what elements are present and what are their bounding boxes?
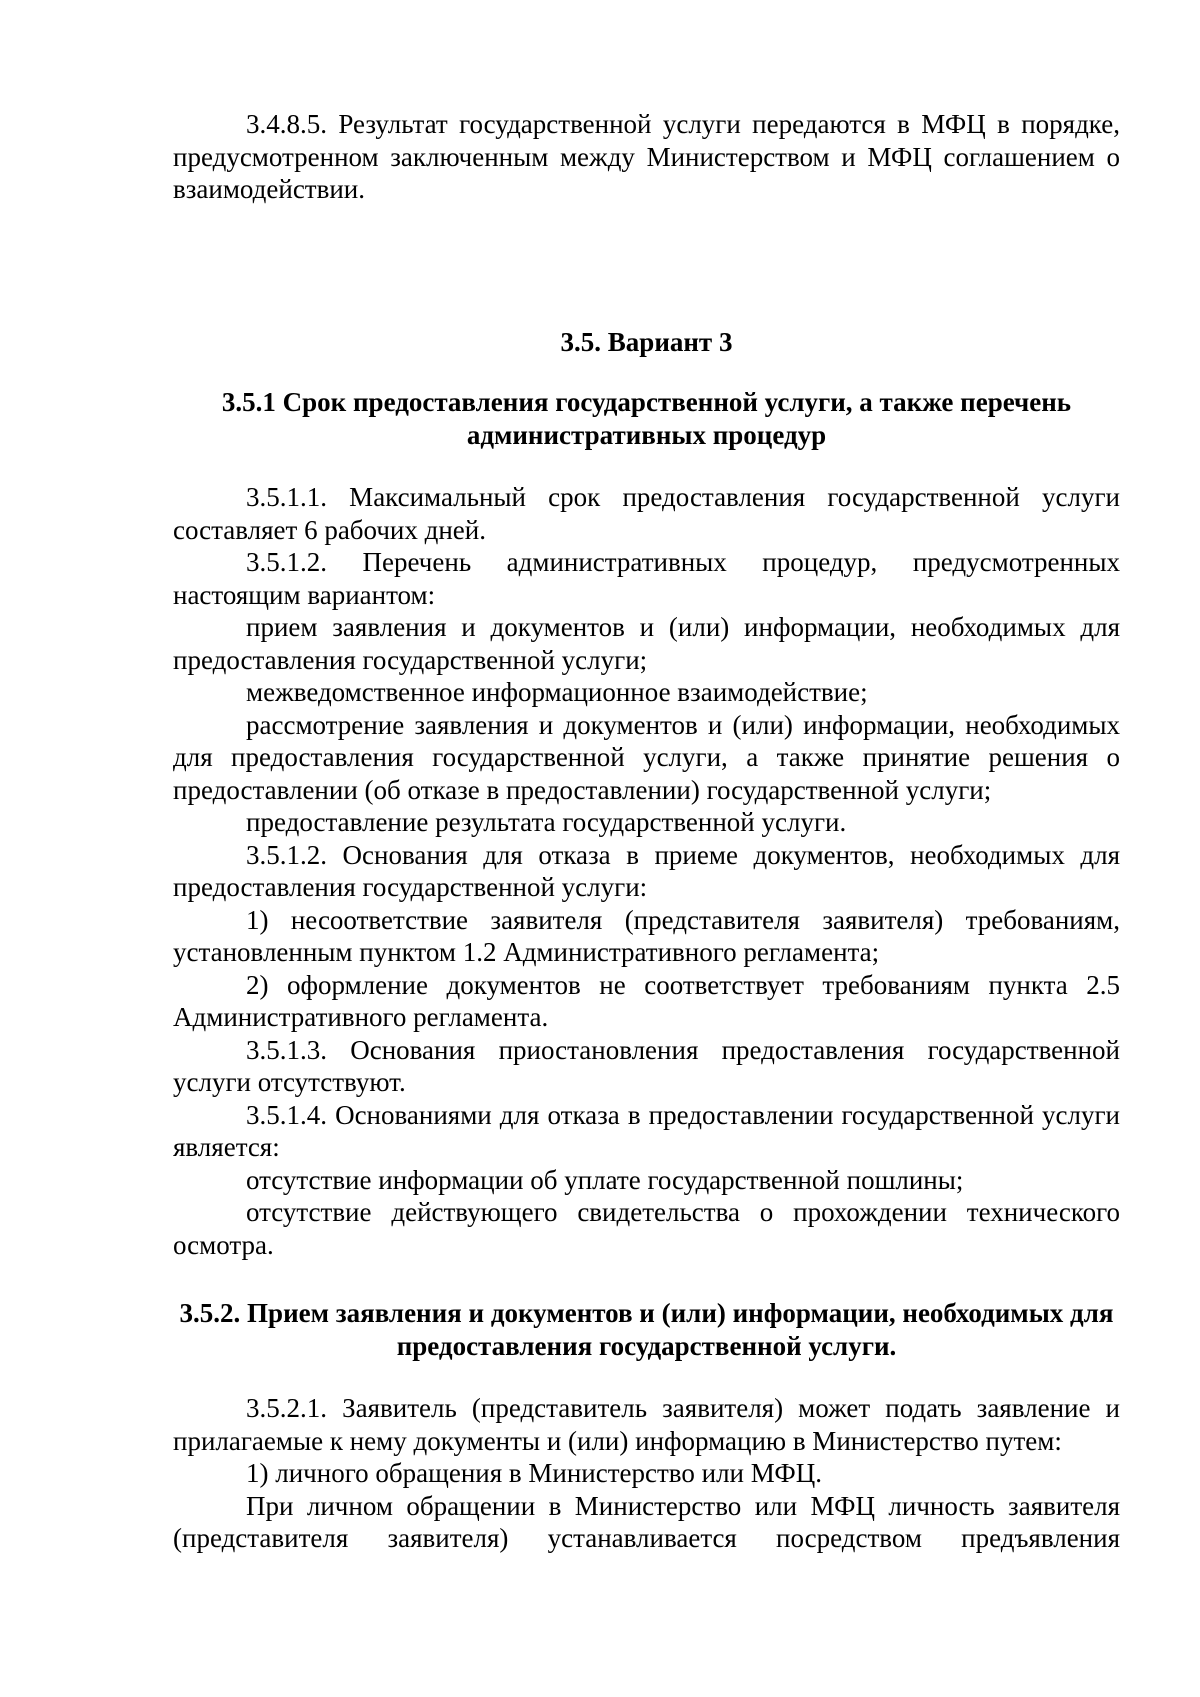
paragraph: предоставление результата государственной услуги.	[246, 807, 847, 837]
paragraph: При личном обращении в Министерство или МФЦ личность заявителя (представителя заявителя) устанавливается посредством предъявления	[173, 1490, 1120, 1553]
section-body	[173, 1392, 1120, 1555]
paragraph: 3.5.1.1. Максимальный срок предоставления государственной услуги составляет 6 рабочих дней.	[173, 482, 1120, 545]
paragraph: прием заявления и документов и (или) информации, необходимых для предоставления государственной услуги;	[173, 612, 1120, 675]
paragraph: 3.5.2.1. Заявитель (представитель заявителя) может подать заявление и прилагаемые к нему документы и (или) информацию в Министерство путем:	[173, 1393, 1120, 1456]
paragraph: 3.5.1.4. Основаниями для отказа в предоставлении государственной услуги является:	[173, 1099, 1120, 1162]
paragraph: отсутствие информации об уплате государственной пошлины;	[246, 1164, 964, 1195]
section-heading: 3.5. Вариант 3	[560, 326, 733, 357]
paragraph: межведомственное информационное взаимодействие;	[246, 677, 868, 707]
paragraph: 1) личного обращения в Министерство или МФЦ.	[246, 1458, 822, 1488]
subsection-heading: 3.5.2. Прием заявления и документов и (или) информации, необходимых для предоставления государственной услуги.	[179, 1298, 1114, 1361]
paragraph: отсутствие действующего свидетельства о прохождении технического осмотра.	[173, 1197, 1120, 1260]
paragraph: 1) несоответствие заявителя (представителя заявителя) требованиям, установленным пунктом 1.2 Административного регламента;	[173, 904, 1120, 967]
paragraph: 2) оформление документов не соответствует требованиям пункта 2.5 Административного регламента.	[173, 969, 1120, 1032]
paragraph: 3.5.1.2. Основания для отказа в приеме документов, необходимых для предоставления государственной услуги:	[173, 839, 1120, 902]
paragraph: рассмотрение заявления и документов и (или) информации, необходимых для предоставления государственной услуги, а также принятие решения о предоставлении (об отказе в предоставлении) государственной услуги;	[173, 709, 1120, 805]
paragraph: 3.5.1.2. Перечень административных процедур, предусмотренных настоящим вариантом:	[173, 547, 1120, 610]
paragraph: 3.5.1.3. Основания приостановления предоставления государственной услуги отсутствуют.	[173, 1034, 1120, 1097]
paragraph: 3.4.8.5. Результат государственной услуги передаются в МФЦ в порядке, предусмотренном заключенным между Министерством и МФЦ соглашением о взаимодействии.	[173, 109, 1120, 204]
subsection-heading: 3.5.1 Срок предоставления государственной услуги, а также перечень административных процедур	[221, 387, 1072, 450]
section-body	[173, 481, 1120, 1261]
